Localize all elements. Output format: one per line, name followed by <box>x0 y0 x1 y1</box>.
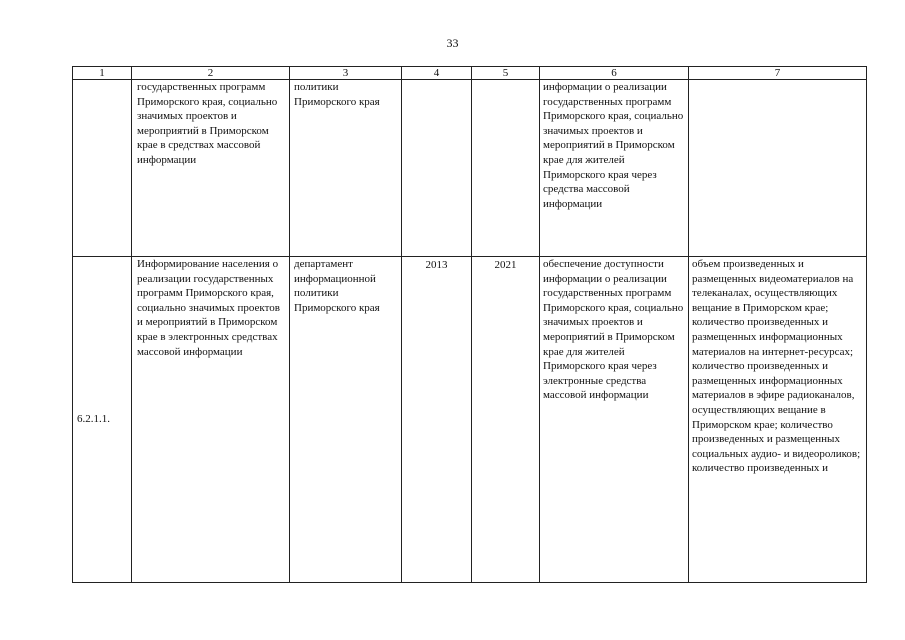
cell-start-year <box>402 80 472 257</box>
cell-activity-name <box>132 80 290 257</box>
cell-activity-name <box>132 257 290 583</box>
cell-end-year: 2021 <box>472 257 540 583</box>
cell-end-year <box>472 80 540 257</box>
indicators-text: объем произведенных и размещенных видеоматериалов на телеканалах, осуществляющих вещание в Приморском крае; количество произведенных и размещенных информационных материалов на интернет-ресурсах; количество произведенных и размещенных информационных материалов в эфире радиоканалов, осуществляющих вещание в Приморском крае; количество произведенных и размещенных социальных аудио- и видеороликов; количество произведенных и <box>692 258 861 475</box>
cell-number <box>73 80 132 257</box>
cell-indicators <box>689 257 867 583</box>
header-col-4: 4 <box>402 67 472 80</box>
cell-expected-result <box>540 80 689 257</box>
activity-name-text: Информирование населения о реализации государственных программ Приморского края, социально значимых проектов и мероприятий в Приморском крае в электронных средствах массовой информации <box>137 258 280 358</box>
cell-executor <box>290 80 402 257</box>
header-col-6: 6 <box>540 67 689 80</box>
program-activities-table <box>72 66 867 583</box>
executor-text: департамент информационной политики Приморского края <box>294 258 380 314</box>
executor-text: политики Приморского края <box>294 81 380 108</box>
table-row-continued <box>73 80 867 257</box>
header-col-5: 5 <box>472 67 540 80</box>
cell-number: 6.2.1.1. <box>73 257 132 583</box>
header-col-2: 2 <box>132 67 290 80</box>
cell-executor <box>290 257 402 583</box>
header-col-7: 7 <box>689 67 867 80</box>
table-row-6211 <box>73 257 867 583</box>
header-col-3: 3 <box>290 67 402 80</box>
activity-name-text: государственных программ Приморского края, социально значимых проектов и мероприятий в Приморском крае в средствах массовой информации <box>137 81 278 166</box>
cell-start-year: 2013 <box>402 257 472 583</box>
expected-result-text: обеспечение доступности информации о реализации государственных программ Приморского края, социально значимых проектов и мероприятий в Приморском крае для жителей Приморского края через электронные средства массовой информации <box>543 258 684 402</box>
cell-expected-result <box>540 257 689 583</box>
page-number: 33 <box>446 36 459 50</box>
header-row <box>73 67 867 80</box>
expected-result-text: информации о реализации государственных программ Приморского края, социально значимых проектов и мероприятий в Приморском крае для жителей Приморского края через средства массовой информации <box>543 81 684 210</box>
cell-indicators <box>689 80 867 257</box>
header-col-1: 1 <box>73 67 132 80</box>
